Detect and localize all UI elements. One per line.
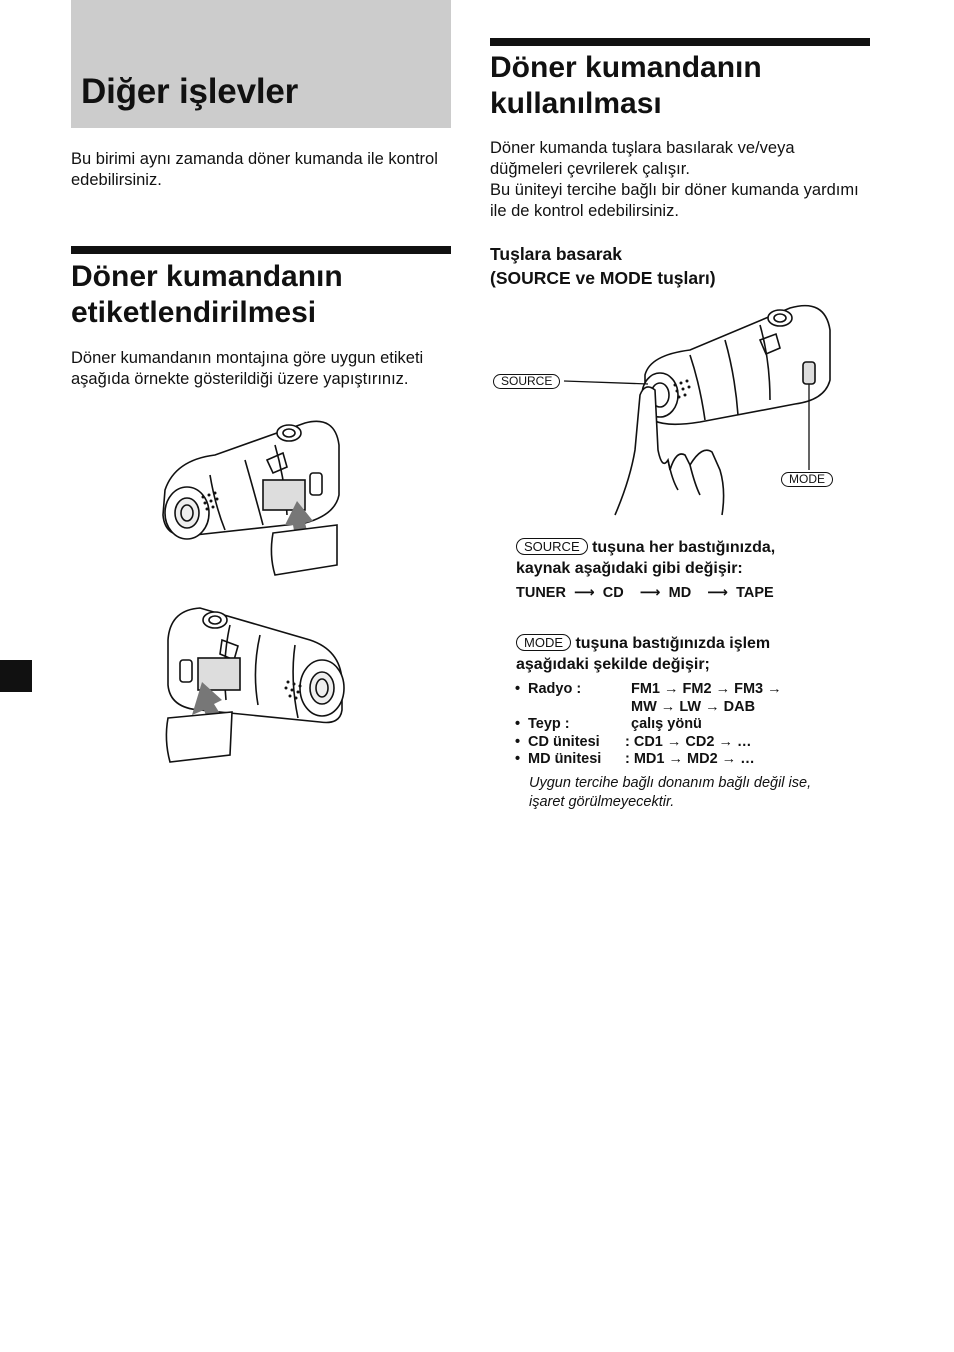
section-rule-right bbox=[490, 38, 870, 46]
page-title: Diğer işlevler bbox=[81, 72, 299, 111]
list-item: • Radyo : FM1 → FM2 → FM3 → bbox=[515, 681, 782, 697]
mode-list bbox=[515, 681, 885, 769]
usage-section-heading bbox=[490, 50, 870, 122]
source-instruction-line1: tuşuna her bastığınızda, bbox=[592, 539, 776, 556]
usage-body-line1: Döner kumanda tuşlara basılarak ve/veya düğmeleri çevrilerek çalışır. bbox=[490, 139, 795, 178]
usage-subhead-line1: Tuşlara basarak bbox=[490, 244, 622, 264]
rotary-commander-label-illustration-1 bbox=[155, 415, 345, 580]
seq-item-md: MD bbox=[668, 585, 692, 601]
section-side-tab bbox=[0, 660, 32, 692]
rotary-commander-label-illustration-2 bbox=[160, 600, 350, 770]
usage-subhead bbox=[490, 242, 870, 290]
list-item: • CD ünitesi : CD1 → CD2 → … bbox=[515, 733, 752, 750]
page-title-box bbox=[71, 0, 451, 128]
usage-body-line2: Bu üniteyi tercihe bağlı bir döner kumanda yardımı ile de kontrol edebilirsiniz. bbox=[490, 181, 859, 220]
seq-item-tuner: TUNER bbox=[516, 585, 566, 601]
usage-heading-line1: Döner kumandanın bbox=[490, 51, 762, 84]
label-heading-line2: etiketlendirilmesi bbox=[71, 296, 317, 329]
arrow-icon: ⟶ bbox=[707, 585, 729, 601]
mode-note: Uygun tercihe bağlı donanım bağlı değil ise, işaret görülmeyecektir. bbox=[529, 775, 812, 810]
label-section-heading bbox=[71, 259, 451, 331]
mode-instruction bbox=[516, 633, 876, 675]
list-item: • MD ünitesi : MD1 → MD2 → … bbox=[515, 751, 755, 767]
label-heading-line1: Döner kumandanın bbox=[71, 260, 343, 293]
mode-button-label: MODE bbox=[516, 634, 571, 651]
mode-instruction-line2: aşağıdaki şekilde değişir; bbox=[516, 656, 710, 673]
label-section-body: Döner kumandanın montajına göre uygun etiketi aşağıda örnekte gösterildiği üzere yapıştırınız. bbox=[71, 349, 424, 388]
mode-instruction-line1: tuşuna bastığınızda işlem bbox=[575, 635, 771, 652]
arrow-icon: ⟶ bbox=[639, 585, 661, 601]
usage-section-body bbox=[490, 138, 860, 222]
source-button-label: SOURCE bbox=[516, 538, 588, 555]
list-item: • Teyp : çalış yönü bbox=[515, 716, 702, 732]
source-instruction-line2: kaynak aşağıdaki gibi değişir: bbox=[516, 560, 743, 577]
seq-item-tape: TAPE bbox=[736, 585, 774, 601]
usage-subhead-line2: (SOURCE ve MODE tuşları) bbox=[490, 268, 716, 288]
seq-item-cd: CD bbox=[602, 585, 624, 601]
figure-mode-label: MODE bbox=[781, 471, 833, 489]
section-rule-left bbox=[71, 246, 451, 254]
usage-heading-line2: kullanılması bbox=[490, 87, 662, 120]
figure-source-label: SOURCE bbox=[493, 373, 560, 391]
intro-text: Bu birimi aynı zamanda döner kumanda ile kontrol edebilirsiniz. bbox=[71, 150, 438, 189]
source-sequence bbox=[516, 585, 778, 601]
list-item: MW → LW → DAB bbox=[631, 698, 756, 715]
source-instruction bbox=[516, 537, 876, 579]
arrow-icon: ⟶ bbox=[573, 585, 595, 601]
